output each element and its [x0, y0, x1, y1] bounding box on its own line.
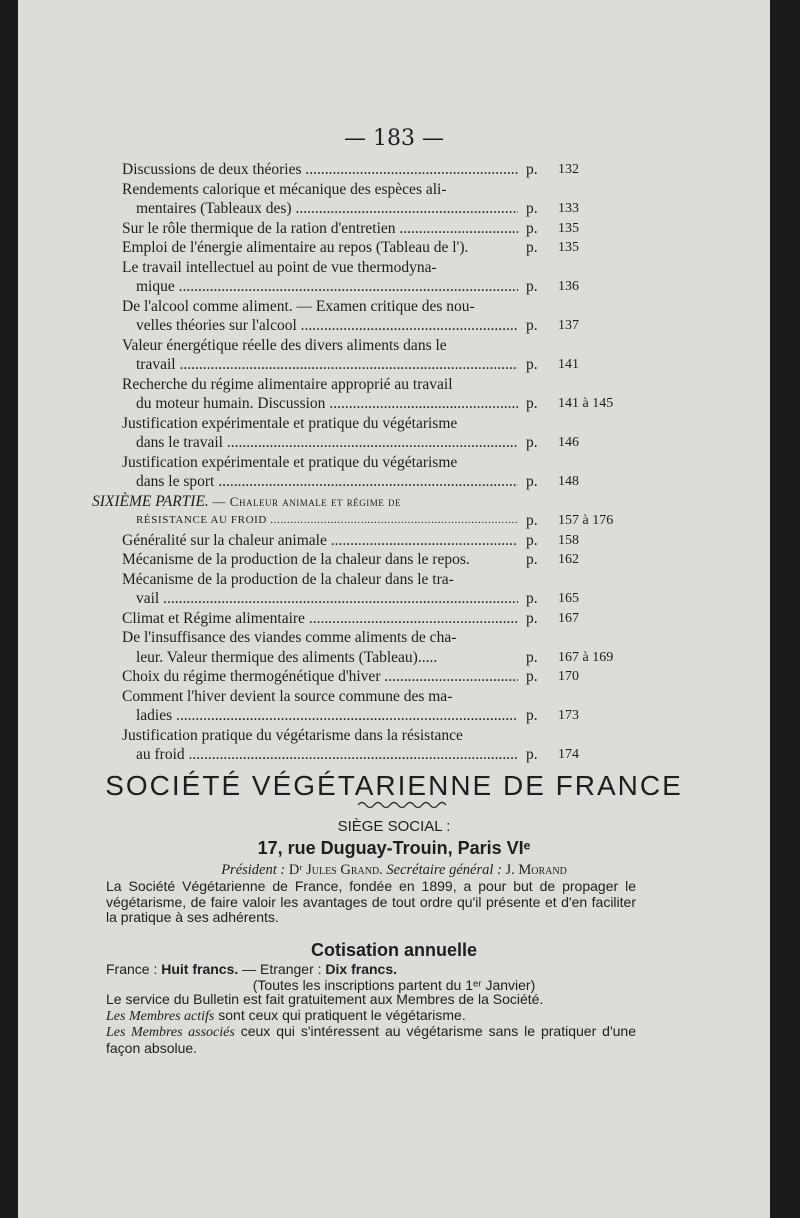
toc-entry-title: Comment l'hiver devient la source commune des ma- — [122, 687, 453, 705]
toc-entry-text — [122, 667, 518, 687]
toc-entry-text — [122, 570, 454, 590]
associes-line — [106, 1024, 636, 1056]
society-description: La Société Végétarienne de France, fondée en 1899, a pour but de propager le végétarisme, de faire valoir les avantages de tout ordre qu'il présente et d'en faciliter la pratique à ses adhérents. — [106, 878, 636, 925]
toc-page-label: p. — [526, 648, 538, 666]
toc-page-number: 136 — [558, 279, 579, 294]
toc-entry-title: Justification expérimentale et pratique du végétarisme — [122, 453, 458, 471]
toc-entry-title: Climat et Régime alimentaire — [122, 609, 305, 627]
toc-entry-title: travail — [136, 356, 176, 373]
toc-entry-text — [122, 297, 475, 317]
toc-page-label: p. — [526, 746, 538, 763]
toc-page-number: 133 — [558, 201, 579, 216]
membership-rules — [106, 992, 636, 1056]
toc-entry-title: Généralité sur la chaleur animale — [122, 531, 327, 549]
toc-page-number: 135 — [558, 240, 579, 255]
actifs-line — [106, 1008, 636, 1025]
etranger-fee: Dix francs. — [325, 961, 398, 977]
toc-page-label: p. — [526, 239, 538, 256]
toc-page-label: p. — [526, 551, 538, 568]
toc-entry — [122, 394, 642, 414]
toc-page-label: p. — [526, 434, 538, 451]
inscription-note: (Toutes les inscriptions partent du 1ᵉʳ Janvier) — [252, 977, 536, 993]
toc-entry-title: Rendements calorique et mécanique des espèces ali- — [122, 180, 447, 198]
toc-entry-title: Mécanisme de la production de la chaleur dans le tra- — [122, 570, 454, 588]
toc-page-label: p. — [526, 356, 538, 373]
president-name: Dʳ Jules Grand. — [288, 862, 383, 878]
fee-separator: — — [238, 961, 261, 977]
toc-entry — [122, 726, 642, 746]
toc-entry-title: Mécanisme de la production de la chaleur dans le repos. — [122, 551, 470, 568]
actifs-text: sont ceux qui pratiquent le végétarisme. — [214, 1006, 466, 1023]
toc-entry — [92, 492, 642, 512]
toc-page-number: 132 — [558, 162, 579, 177]
toc-entry — [122, 472, 642, 492]
society-title: SOCIÉTÉ VÉGÉTARIENNE DE FRANCE — [105, 770, 683, 801]
toc-page-number: 135 — [558, 220, 579, 236]
toc-entry-text — [136, 511, 518, 531]
toc-entry — [122, 180, 642, 200]
toc-page-number: 137 — [558, 318, 579, 333]
toc-entry — [122, 745, 642, 765]
toc-page-label: p. — [526, 200, 538, 217]
toc-entry-text — [122, 414, 457, 434]
toc-entry-text — [122, 180, 447, 200]
associes-label: Les Membres associés — [106, 1025, 235, 1040]
toc-entry-text — [122, 609, 518, 629]
toc-entry-text — [92, 492, 401, 512]
toc-entry-title: au froid — [136, 746, 185, 763]
toc-entry — [122, 667, 642, 687]
toc-entry-title: du moteur humain. Discussion — [136, 395, 326, 412]
toc-entry — [122, 687, 642, 707]
toc-page-number: 165 — [558, 591, 579, 606]
toc-entry-text — [122, 219, 518, 239]
page-paper — [18, 0, 770, 1218]
table-of-contents — [92, 160, 642, 765]
france-label: France : — [106, 961, 158, 977]
toc-entry-text — [122, 726, 463, 746]
toc-entry — [122, 336, 642, 356]
toc-entry-title: RÉSISTANCE AU FROID — [136, 514, 267, 526]
toc-entry-text — [122, 258, 437, 278]
toc-entry-title: Justification pratique du végétarisme dans la résistance — [122, 726, 463, 744]
toc-entry — [122, 706, 642, 726]
toc-entry — [122, 277, 642, 297]
toc-entry — [122, 355, 642, 375]
toc-entry — [122, 375, 642, 395]
toc-page-label: p. — [526, 317, 538, 334]
toc-entry-text — [136, 316, 518, 336]
toc-entry-text — [136, 199, 518, 219]
toc-entry-title: mique — [136, 278, 175, 295]
toc-page-number: 157 à 176 — [558, 513, 614, 528]
toc-page-label: p. — [526, 590, 538, 607]
toc-entry-text — [122, 531, 518, 551]
toc-page-number: 167 à 169 — [558, 649, 614, 665]
toc-page-label: p. — [526, 609, 538, 627]
toc-entry — [122, 238, 642, 258]
page-number: — 183 — — [344, 126, 444, 151]
toc-page-number: 158 — [558, 532, 579, 548]
toc-entry-title: Discussions de deux théories — [122, 161, 302, 178]
toc-entry — [122, 433, 642, 453]
toc-entry — [122, 219, 642, 239]
toc-page-number: 173 — [558, 708, 579, 723]
bulletin-text: Le service du Bulletin est fait gratuitement aux Membres de la Société. — [106, 991, 544, 1007]
toc-entry-text — [136, 648, 437, 668]
toc-entry-title: ladies — [136, 707, 173, 724]
toc-entry-title: De l'insuffisance des viandes comme aliments de cha- — [122, 629, 457, 646]
toc-entry-title: leur. Valeur thermique des aliments (Tableau)..... — [136, 648, 438, 666]
toc-page-number: 146 — [558, 435, 579, 450]
toc-entry-text — [122, 550, 470, 570]
society-officers — [18, 862, 770, 879]
toc-entry — [122, 531, 642, 551]
toc-entry-text — [136, 706, 518, 726]
toc-entry-title: Valeur énergétique réelle des divers aliments dans le — [122, 336, 447, 354]
toc-page-label: p. — [526, 395, 538, 412]
toc-entry-title: Choix du régime thermogénétique d'hiver — [122, 668, 381, 685]
toc-entry-text — [122, 375, 453, 395]
toc-part-subtitle: — Chaleur animale et régime de — [208, 493, 401, 509]
toc-entry — [122, 570, 642, 590]
toc-entry — [122, 628, 642, 648]
toc-page-label: p. — [526, 219, 538, 237]
secretary-name: J. Morand — [505, 862, 567, 878]
toc-entry-text — [136, 589, 518, 609]
cotisation-fees — [106, 962, 636, 978]
toc-entry — [122, 550, 642, 570]
toc-page-number: 162 — [558, 552, 579, 567]
toc-entry-text — [136, 355, 518, 375]
toc-entry-text — [136, 277, 518, 297]
toc-entry-title: SIXIÈME PARTIE. — [92, 492, 209, 510]
toc-entry — [122, 609, 642, 629]
cotisation-title: Cotisation annuelle — [310, 940, 478, 960]
toc-page-label: p. — [526, 668, 538, 685]
toc-entry-title: vail — [136, 590, 160, 607]
toc-page-number: 148 — [558, 474, 579, 489]
toc-page-label: p. — [526, 278, 538, 295]
society-address: 17, rue Duguay-Trouin, Paris VIᵉ — [257, 838, 531, 858]
toc-entry — [122, 511, 642, 531]
toc-page-label: p. — [526, 473, 538, 490]
toc-entry-text — [122, 687, 452, 707]
toc-entry-title: De l'alcool comme aliment. — Examen critique des nou- — [122, 297, 475, 315]
wavy-ornament-icon — [358, 800, 448, 810]
toc-page-label: p. — [526, 531, 538, 549]
toc-entry-title: dans le sport — [136, 473, 215, 490]
actifs-label: Les Membres actifs — [106, 1008, 215, 1024]
toc-entry — [122, 589, 642, 609]
toc-page-label: p. — [526, 512, 538, 529]
toc-entry-text — [136, 745, 518, 765]
toc-entry-title: Emploi de l'énergie alimentaire au repos (Tableau de l'). — [122, 239, 469, 256]
toc-entry-text — [136, 433, 518, 453]
secretary-label: Secrétaire général : — [386, 862, 502, 878]
toc-entry-title: velles théories sur l'alcool — [136, 317, 297, 334]
toc-page-number: 174 — [558, 747, 579, 762]
toc-page-number: 141 — [558, 357, 579, 372]
etranger-label: Etranger : — [260, 961, 322, 977]
toc-entry-title: dans le travail — [136, 434, 223, 451]
toc-entry-title: mentaires (Tableaux des) — [136, 200, 292, 217]
toc-entry — [122, 199, 642, 219]
toc-entry-text — [122, 453, 457, 473]
toc-entry-title: Justification expérimentale et pratique du végétarisme — [122, 414, 458, 432]
toc-entry-text — [122, 238, 468, 258]
toc-entry-title: Le travail intellectuel au point de vue thermodyna- — [122, 258, 437, 276]
toc-page-number: 170 — [558, 669, 579, 684]
toc-entry — [122, 316, 642, 336]
toc-entry-text — [136, 472, 518, 492]
toc-entry-text — [122, 160, 518, 180]
toc-page-label: p. — [526, 707, 538, 724]
toc-entry-title: Sur le rôle thermique de la ration d'entretien — [122, 219, 396, 237]
toc-entry — [122, 414, 642, 434]
toc-entry — [122, 258, 642, 278]
associes-text: ceux qui s'intéressent au végétarisme sans le pratiquer d'une façon absolue. — [106, 1023, 636, 1056]
toc-entry-text — [136, 394, 518, 414]
toc-entry-text — [122, 628, 456, 648]
toc-page-number: 167 — [558, 610, 579, 626]
toc-entry — [122, 648, 642, 668]
toc-page-number: 141 à 145 — [558, 396, 614, 411]
toc-entry-text — [122, 336, 447, 356]
france-fee: Huit francs. — [161, 961, 239, 977]
toc-page-label: p. — [526, 161, 538, 178]
toc-entry — [122, 453, 642, 473]
toc-entry — [122, 160, 642, 180]
siege-social-label: SIÈGE SOCIAL : — [337, 818, 451, 835]
toc-entry — [122, 297, 642, 317]
toc-entry-title: Recherche du régime alimentaire approprié au travail — [122, 375, 453, 393]
president-label: Président : — [221, 862, 286, 878]
